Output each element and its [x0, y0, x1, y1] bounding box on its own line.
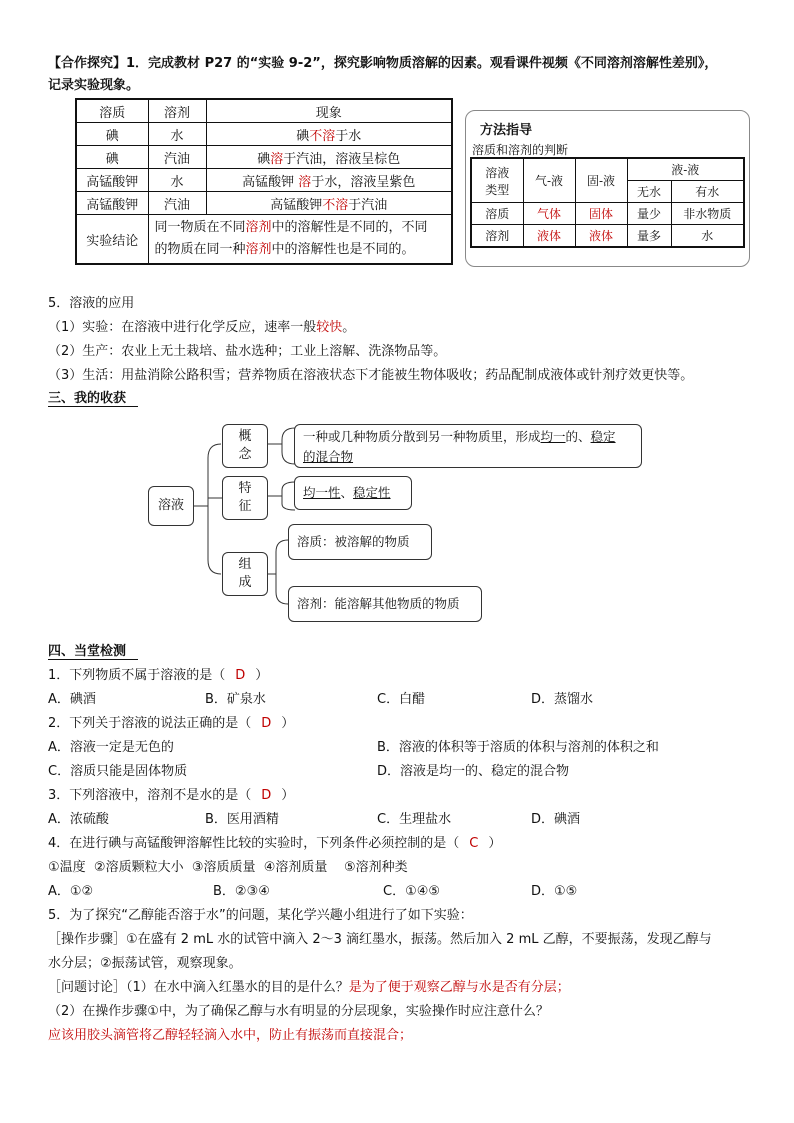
text: 、: [340, 485, 354, 500]
cell-with-water: 有水: [671, 181, 744, 203]
q5-steps-2: 水分层；②振荡试管，观察现象。: [48, 956, 242, 971]
text: 于水: [335, 128, 362, 144]
section-heading-quiz: 四、当堂检测: [48, 640, 138, 660]
text: 的物质在同一种: [154, 242, 246, 257]
answer-text: 溶剂: [245, 242, 272, 257]
text: 同一物质在不同: [154, 220, 246, 235]
text: 1．下列物质不属于溶液的是（: [48, 668, 226, 683]
node-composition-label: 组成: [238, 557, 252, 590]
text: 碘: [257, 151, 271, 167]
option: B．医用酒精: [205, 812, 279, 827]
question-1: [48, 664, 268, 683]
text: 混合物: [315, 449, 354, 464]
q5-discussion-2: （2）在操作步骤①中，为了确保乙醇与水有明显的分层现象，实验操作时应注意什么？: [48, 1004, 549, 1019]
cell-solvent-large: 量多: [627, 225, 671, 248]
node-solvent-text: [288, 586, 482, 622]
text: 中的溶解性是不同的，不同: [271, 220, 428, 235]
option: A．溶液一定是无色的: [48, 740, 174, 755]
text: 高锰酸钾: [270, 197, 323, 213]
connector-line: [208, 444, 221, 574]
cell-solute-nonwater: 非水物质: [671, 203, 744, 225]
q4-conditions: ①温度 ②溶质颗粒大小 ③溶质质量 ④溶剂质量 ⑤溶剂种类: [48, 860, 408, 875]
text: 于汽油，溶液呈棕色: [283, 151, 401, 167]
cell-solvent: 水: [148, 169, 206, 192]
intro-text-2: 记录实验现象。: [48, 78, 140, 93]
option: B．②③④: [213, 884, 270, 899]
cell-solute-label: 溶质: [471, 203, 523, 225]
cell-solute-small: 量少: [627, 203, 671, 225]
method-subtitle: 溶质和溶剂的判断: [472, 143, 569, 157]
cell-solution-type: 溶液类型: [471, 158, 523, 203]
node-solution: [148, 486, 194, 526]
node-feature-text: [294, 476, 412, 510]
node-concept-text: [294, 424, 642, 468]
text: ［问题讨论］（1）在水中滴入红墨水的目的是什么？: [48, 980, 349, 995]
question-3: [48, 784, 294, 803]
cell-solute: 碘: [76, 146, 148, 169]
q5-discussion-1: [48, 976, 570, 995]
text: ）: [281, 716, 295, 731]
cell-solute: 高锰酸钾: [76, 192, 148, 215]
option: D．溶液是均一的、稳定的混合物: [377, 764, 570, 779]
answer-text: D: [261, 716, 272, 731]
cell-solvent-liquid: 液体: [523, 225, 575, 248]
text: 2．下列关于溶液的说法正确的是（: [48, 716, 252, 731]
header-solute: 溶质: [76, 99, 148, 123]
cell-solute-solid: 固体: [575, 203, 627, 225]
text: 。: [342, 320, 356, 335]
answer-text: D: [261, 788, 272, 803]
q5-discussion-2-answer: 应该用胶头滴管将乙醇轻轻滴入水中，防止有振荡而直接混合；: [48, 1028, 413, 1043]
question-4: [48, 832, 501, 851]
answer-text: 溶剂: [245, 220, 272, 235]
node-feature: [222, 476, 268, 520]
application-line-3: （3）生活：用盐消除公路积雪；营养物质在溶液状态下才能被生物体吸收；药品配制成液体或针剂疗效更快等。: [48, 368, 694, 383]
answer-text: 不溶: [322, 197, 349, 213]
cell-solvent: 水: [148, 123, 206, 146]
intro-label: 【合作探究】: [48, 56, 127, 71]
header-phenomenon: 现象: [206, 99, 452, 123]
text: 的、: [565, 429, 591, 444]
conclusion-label: 实验结论: [76, 215, 148, 265]
option: A．浓硫酸: [48, 812, 109, 827]
section-heading-harvest: 三、我的收获: [48, 387, 138, 407]
cell-solute-gas: 气体: [523, 203, 575, 225]
node-solute-text: [288, 524, 432, 560]
cell-solvent-label: 溶剂: [471, 225, 523, 248]
text: 高锰酸钾: [242, 174, 299, 190]
answer-text: 较快: [316, 320, 343, 335]
text: 稳定: [590, 429, 616, 444]
option: A．①②: [48, 884, 94, 899]
node-solution-label: 溶液: [157, 498, 184, 513]
option: C．①④⑤: [383, 884, 441, 899]
text: （1）实验：在溶液中进行化学反应，速率一般: [48, 320, 317, 335]
feature-text: [295, 477, 411, 509]
applications-title: 5．溶液的应用: [48, 296, 135, 311]
text: 于汽油: [348, 197, 388, 213]
question-2: [48, 712, 294, 731]
cell-solute: 碘: [76, 123, 148, 146]
answer-text: 不溶: [309, 128, 336, 144]
cell-liquid-liquid: 液-液: [627, 158, 744, 181]
cell-solvent-water: 水: [671, 225, 744, 248]
text: 4．在进行碘与高锰酸钾溶解性比较的实验时，下列条件必须控制的是（: [48, 836, 460, 851]
solvent-text: 溶剂：能溶解其他物质的物质: [297, 596, 460, 611]
option: C．白醋: [377, 692, 426, 707]
answer-text: 是为了便于观察乙醇与水是否有分层；: [348, 980, 570, 995]
text: 稳定性: [353, 485, 391, 500]
cell-solute: 高锰酸钾: [76, 169, 148, 192]
text: 于水，溶液呈紫色: [311, 174, 416, 190]
application-line-2: （2）生产：农业上无土栽培、盐水选种；工业上溶解、洗涤物品等。: [48, 344, 447, 359]
option: B．矿泉水: [205, 692, 266, 707]
answer-text: D: [235, 668, 246, 683]
cell-gas-liquid: 气-液: [523, 158, 575, 203]
text: 碘: [296, 128, 310, 144]
method-title: 方法指导: [480, 123, 533, 138]
option: A．碘酒: [48, 692, 96, 707]
text: 3．下列溶液中，溶剂不是水的是（: [48, 788, 252, 803]
node-concept-label: 概念: [238, 429, 252, 462]
text: 均一性: [303, 485, 341, 500]
connector-line: [268, 482, 295, 510]
cell-solid-liquid: 固-液: [575, 158, 627, 203]
option: D．①⑤: [531, 884, 578, 899]
q5-steps-1: ［操作步骤］①在盛有 2 mL 水的试管中滴入 2～3 滴红墨水，振荡。然后加入 2 mL 乙醇，不要振荡，发现乙醇与: [48, 932, 712, 947]
text: 的: [303, 449, 316, 464]
text: 中的溶解性也是不同的。: [271, 242, 415, 257]
text: ）: [488, 836, 502, 851]
connector-line: [268, 540, 288, 604]
node-composition: [222, 552, 268, 596]
text: 均一: [540, 429, 566, 444]
option: B．溶液的体积等于溶质的体积与溶剂的体积之和: [377, 740, 659, 755]
text: ）: [281, 788, 295, 803]
option: C．生理盐水: [377, 812, 452, 827]
question-5: 5．为了探究“乙醇能否溶于水”的问题，某化学兴趣小组进行了如下实验：: [48, 908, 473, 923]
cell-solvent: 汽油: [148, 146, 206, 169]
text: 一种或几种物质分散到另一种物质里，形成: [303, 429, 541, 444]
node-concept: [222, 424, 268, 468]
node-feature-label: 特征: [238, 481, 252, 514]
cell-no-water: 无水: [627, 181, 671, 203]
option: D．蒸馏水: [531, 692, 594, 707]
intro-text: 1．完成教材 P27 的“实验 9-2”，探究影响物质溶解的因素。观看课件视频《不同溶剂溶解性差别》，: [126, 56, 718, 71]
cell-solvent: 汽油: [148, 192, 206, 215]
answer-text: 溶: [270, 151, 284, 167]
cell-solvent-liquid-2: 液体: [575, 225, 627, 248]
header-solvent: 溶剂: [148, 99, 206, 123]
connector-line: [268, 428, 295, 464]
answer-text: 溶: [298, 174, 312, 190]
answer-text: C: [469, 836, 479, 851]
solute-text: 溶质：被溶解的物质: [297, 534, 410, 549]
option: D．碘酒: [531, 812, 581, 827]
text: ）: [255, 668, 269, 683]
concept-text: [295, 425, 641, 467]
option: C．溶质只能是固体物质: [48, 764, 188, 779]
